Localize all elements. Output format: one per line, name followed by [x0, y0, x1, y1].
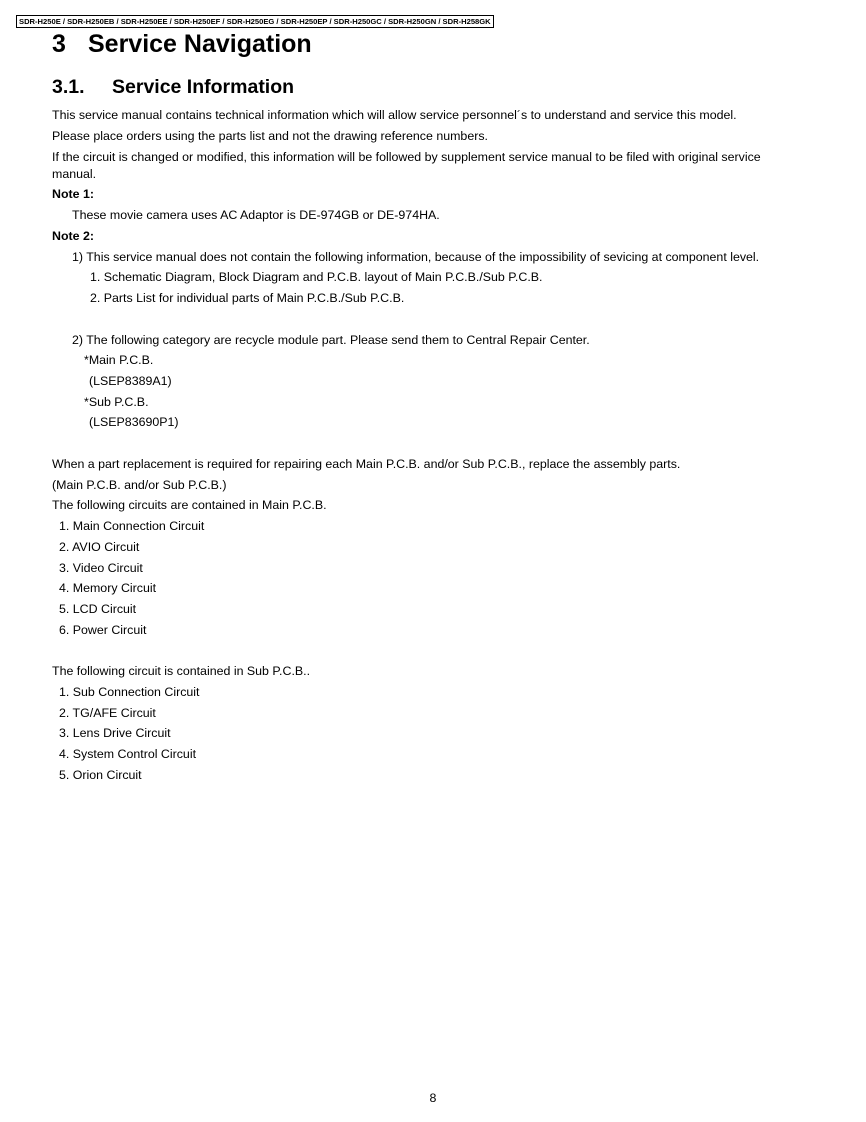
- intro-paragraph-1: This service manual contains technical information which will allow service personnel´s to understand and service this model.: [52, 108, 737, 122]
- subsection-title: Service Information: [112, 76, 295, 98]
- sub-circuits-intro: The following circuit is contained in Sub P.C.B..: [52, 664, 311, 678]
- list-item: 2. AVIO Circuit: [59, 540, 140, 554]
- list-item: 1. Sub Connection Circuit: [59, 685, 200, 699]
- model-header: SDR-H250E / SDR-H250EB / SDR-H250EE / SDR-H250EF / SDR-H250EG / SDR-H250EP / SDR-H250GC / SDR-H250GN / SDR-H258GK: [16, 15, 494, 28]
- list-item: 6. Power Circuit: [59, 623, 147, 637]
- note-2-label: Note 2:: [52, 229, 94, 243]
- note-1-label: Note 1:: [52, 187, 94, 201]
- main-circuits-intro: The following circuits are contained in Main P.C.B.: [52, 498, 327, 512]
- list-item: 2. TG/AFE Circuit: [59, 706, 156, 720]
- main-pcb-code: (LSEP8389A1): [89, 374, 172, 388]
- sub-pcb-code: (LSEP83690P1): [89, 415, 179, 429]
- intro-paragraph-3: If the circuit is changed or modified, this information will be followed by supplement service manual to be filed with original service: [52, 150, 761, 164]
- list-item: 1. Main Connection Circuit: [59, 519, 205, 533]
- list-item: 3. Lens Drive Circuit: [59, 726, 171, 740]
- main-pcb-label: *Main P.C.B.: [84, 353, 154, 367]
- note-2-subitem-1: 1. Schematic Diagram, Block Diagram and P.C.B. layout of Main P.C.B./Sub P.C.B.: [90, 270, 543, 284]
- page-number: 8: [429, 1091, 437, 1105]
- section-title: Service Navigation: [88, 30, 312, 58]
- sub-pcb-label: *Sub P.C.B.: [84, 395, 149, 409]
- note-2-item-2: 2) The following category are recycle module part. Please send them to Central Repair Center.: [72, 333, 590, 347]
- list-item: 3. Video Circuit: [59, 561, 143, 575]
- intro-paragraph-2: Please place orders using the parts list and not the drawing reference numbers.: [52, 129, 488, 143]
- replacement-text-cont: (Main P.C.B. and/or Sub P.C.B.): [52, 478, 227, 492]
- note-1-text: These movie camera uses AC Adaptor is DE-974GB or DE-974HA.: [72, 208, 440, 222]
- section-number: 3: [52, 30, 66, 58]
- list-item: 5. Orion Circuit: [59, 768, 142, 782]
- list-item: 4. Memory Circuit: [59, 581, 157, 595]
- list-item: 4. System Control Circuit: [59, 747, 197, 761]
- note-2-subitem-2: 2. Parts List for individual parts of Main P.C.B./Sub P.C.B.: [90, 291, 405, 305]
- subsection-heading: [52, 76, 294, 99]
- subsection-number: 3.1.: [52, 76, 85, 98]
- list-item: 5. LCD Circuit: [59, 602, 137, 616]
- intro-paragraph-3-cont: manual.: [52, 167, 97, 181]
- replacement-text: When a part replacement is required for repairing each Main P.C.B. and/or Sub P.C.B., replace the assembly parts.: [52, 457, 681, 471]
- note-2-item-1: 1) This service manual does not contain the following information, because of the impossibility of sevicing at component level.: [72, 250, 760, 264]
- section-heading: [52, 30, 312, 59]
